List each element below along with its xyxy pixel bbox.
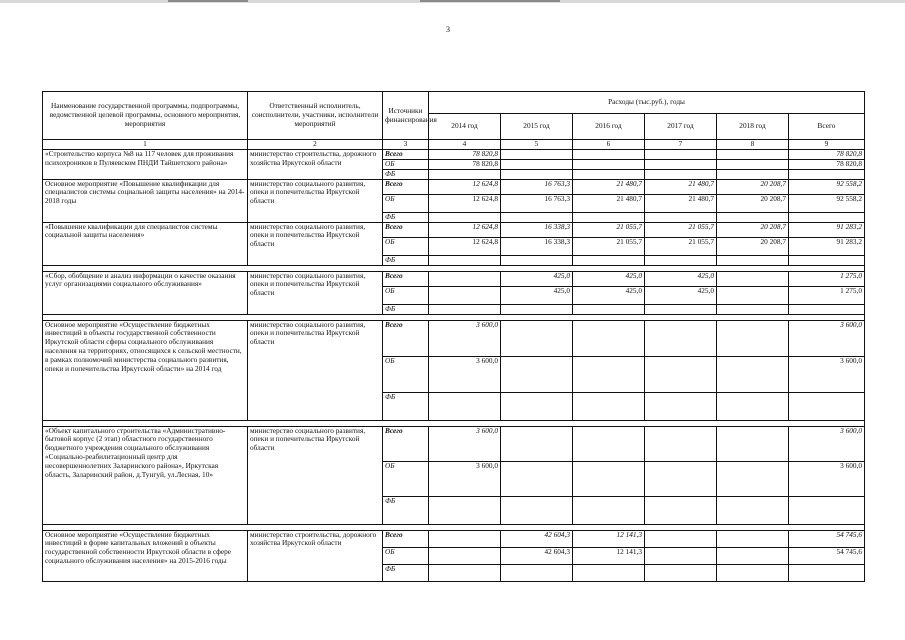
total-value-cell: 54 745,6 [789, 547, 865, 564]
source-label: ФБ [383, 564, 429, 581]
year-value-cell [429, 564, 501, 581]
table-row [43, 271, 865, 286]
source-label: Всего [383, 320, 429, 356]
source-label: Всего [383, 179, 429, 194]
column-numbers-row [43, 140, 865, 150]
total-value-cell: 3 600,0 [789, 320, 865, 356]
total-value-cell: 78 820,8 [789, 159, 865, 169]
year-value-cell [501, 392, 573, 420]
source-label: ФБ [383, 255, 429, 265]
row-name-cell: «Повышение квалификации для специалистов системы социальной защиты населения» [43, 222, 248, 265]
row-executor-cell: министерство социального развития, опеки и попечительства Иркутской области [248, 222, 383, 265]
header-executor: Ответственный исполнитель, соисполнители, участники, исполнители мероприятий [248, 92, 383, 140]
row-name-cell: «Строительство корпуса №8 на 117 человек для проживания психохроников в Пуляевском ПНДИ Тайшетского района» [43, 149, 248, 179]
year-value-cell: 21 055,7 [573, 222, 645, 237]
year-value-cell [429, 286, 501, 304]
year-value-cell: 78 820,8 [429, 159, 501, 169]
year-value-cell: 21 055,7 [573, 237, 645, 255]
year-value-cell [645, 426, 717, 461]
year-value-cell: 12 141,3 [573, 547, 645, 564]
column-number: 6 [573, 140, 645, 150]
table-row [43, 320, 865, 356]
total-value-cell: 1 275,0 [789, 286, 865, 304]
year-value-cell: 425,0 [501, 271, 573, 286]
total-value-cell: 78 820,8 [789, 149, 865, 159]
year-value-cell: 12 624,8 [429, 194, 501, 212]
year-value-cell [501, 461, 573, 496]
year-value-cell [717, 271, 789, 286]
year-value-cell: 12 624,8 [429, 222, 501, 237]
source-label: ОБ [383, 286, 429, 304]
year-value-cell [645, 564, 717, 581]
year-value-cell: 12 624,8 [429, 179, 501, 194]
year-value-cell [429, 392, 501, 420]
year-value-cell [717, 564, 789, 581]
year-value-cell: 42 604,3 [501, 547, 573, 564]
year-value-cell: 20 208,7 [717, 194, 789, 212]
column-number: 2 [248, 140, 383, 150]
row-executor-cell: министерство социального развития, опеки и попечительства Иркутской области [248, 179, 383, 222]
header-year: 2018 год [717, 114, 789, 140]
row-name-cell: «Объект капитального строительства «Административно-бытовой корпус (2 этап) областного государственного бюджетного учреждения социального обслуживания «Социально-реабилитационный центр для несовершеннолетних Заларинского района», Иркутская область, Заларинский район, д.Тунгуй, ул.Лесная, 10» [43, 426, 248, 524]
year-value-cell: 3 600,0 [429, 320, 501, 356]
year-value-cell [717, 159, 789, 169]
year-value-cell: 21 480,7 [645, 179, 717, 194]
total-value-cell: 3 600,0 [789, 461, 865, 496]
year-value-cell: 425,0 [573, 271, 645, 286]
year-value-cell [573, 149, 645, 159]
source-label: ОБ [383, 194, 429, 212]
year-value-cell: 20 208,7 [717, 179, 789, 194]
year-value-cell: 425,0 [645, 286, 717, 304]
year-value-cell [645, 159, 717, 169]
year-value-cell [429, 304, 501, 314]
source-label: ФБ [383, 496, 429, 524]
year-value-cell [645, 149, 717, 159]
year-value-cell [501, 159, 573, 169]
year-value-cell [717, 426, 789, 461]
year-value-cell [573, 356, 645, 392]
year-value-cell [573, 255, 645, 265]
scan-mark [168, 0, 248, 2]
total-value-cell: 54 745,6 [789, 530, 865, 547]
year-value-cell: 12 141,3 [573, 530, 645, 547]
year-value-cell [645, 320, 717, 356]
row-executor-cell: министерство социального развития, опеки и попечительства Иркутской области [248, 320, 383, 420]
year-value-cell [573, 564, 645, 581]
year-value-cell: 3 600,0 [429, 461, 501, 496]
year-value-cell [501, 255, 573, 265]
year-value-cell [501, 496, 573, 524]
year-value-cell [501, 169, 573, 179]
year-value-cell [429, 547, 501, 564]
header-source: Источники финансирования [383, 92, 429, 140]
header-name: Наименование государственной программы, подпрограммы, ведомственной целевой программы, основного мероприятия, мероприятия [43, 92, 248, 140]
source-label: ОБ [383, 461, 429, 496]
year-value-cell [573, 496, 645, 524]
year-value-cell [573, 212, 645, 222]
year-value-cell: 16 338,3 [501, 222, 573, 237]
total-value-cell: 92 558,2 [789, 179, 865, 194]
year-value-cell: 42 604,3 [501, 530, 573, 547]
year-value-cell [717, 286, 789, 304]
year-value-cell [645, 356, 717, 392]
column-number: 4 [429, 140, 501, 150]
source-label: Всего [383, 149, 429, 159]
year-value-cell [717, 149, 789, 159]
year-value-cell [717, 169, 789, 179]
source-label: Всего [383, 426, 429, 461]
year-value-cell [717, 530, 789, 547]
year-value-cell [645, 255, 717, 265]
financing-table [42, 91, 865, 582]
table-body [43, 149, 865, 581]
year-value-cell: 12 624,8 [429, 237, 501, 255]
year-value-cell [501, 320, 573, 356]
year-value-cell [717, 304, 789, 314]
source-label: ОБ [383, 547, 429, 564]
row-executor-cell: министерство строительства, дорожного хозяйства Иркутской области [248, 149, 383, 179]
year-value-cell [573, 461, 645, 496]
column-number: 3 [383, 140, 429, 150]
column-number: 9 [789, 140, 865, 150]
year-value-cell [717, 320, 789, 356]
page-number: 3 [446, 25, 450, 34]
year-value-cell [501, 212, 573, 222]
year-value-cell [501, 426, 573, 461]
column-number: 8 [717, 140, 789, 150]
year-value-cell: 16 338,3 [501, 237, 573, 255]
year-value-cell [645, 461, 717, 496]
row-executor-cell: министерство строительства, дорожного хозяйства Иркутской области [248, 530, 383, 581]
header-year: 2015 год [501, 114, 573, 140]
source-label: ФБ [383, 169, 429, 179]
year-value-cell: 21 480,7 [573, 179, 645, 194]
source-label: ФБ [383, 212, 429, 222]
table-row [43, 530, 865, 547]
year-value-cell: 78 820,8 [429, 149, 501, 159]
year-value-cell [501, 304, 573, 314]
source-label: ФБ [383, 304, 429, 314]
row-name-cell: «Сбор, обобщение и анализ информации о качестве оказания услуг организациями социального обслуживания» [43, 271, 248, 314]
column-number: 1 [43, 140, 248, 150]
year-value-cell [429, 530, 501, 547]
header-total: Всего [789, 114, 865, 140]
scan-mark [420, 0, 560, 2]
total-value-cell [789, 169, 865, 179]
year-value-cell [573, 426, 645, 461]
year-value-cell [645, 304, 717, 314]
column-number: 5 [501, 140, 573, 150]
year-value-cell [501, 564, 573, 581]
total-value-cell: 1 275,0 [789, 271, 865, 286]
total-value-cell: 3 600,0 [789, 426, 865, 461]
year-value-cell [645, 530, 717, 547]
table-row [43, 426, 865, 461]
year-value-cell: 21 480,7 [573, 194, 645, 212]
row-executor-cell: министерство социального развития, опеки и попечительства Иркутской области [248, 426, 383, 524]
year-value-cell: 21 055,7 [645, 237, 717, 255]
year-value-cell: 20 208,7 [717, 222, 789, 237]
year-value-cell: 425,0 [573, 286, 645, 304]
year-value-cell [645, 496, 717, 524]
header-year: 2017 год [645, 114, 717, 140]
total-value-cell [789, 392, 865, 420]
year-value-cell [717, 496, 789, 524]
year-value-cell [645, 169, 717, 179]
source-label: Всего [383, 271, 429, 286]
header-year: 2014 год [429, 114, 501, 140]
header-year: 2016 год [573, 114, 645, 140]
table-row [43, 179, 865, 194]
row-name-cell: Основное мероприятие «Осуществление бюджетных инвестиций в объекты государственной собственности Иркутской области сферы социального обслуживания населения на территориях, относящихся к сельской местности, в рамках полномочий министерства социального развития, опеки и попечительства Иркутской области» на 2014 год [43, 320, 248, 420]
year-value-cell: 425,0 [645, 271, 717, 286]
source-label: ОБ [383, 356, 429, 392]
source-label: ОБ [383, 237, 429, 255]
column-number: 7 [645, 140, 717, 150]
year-value-cell [645, 212, 717, 222]
year-value-cell [573, 304, 645, 314]
year-value-cell [717, 461, 789, 496]
year-value-cell [429, 212, 501, 222]
row-name-cell: Основное мероприятие «Осуществление бюджетных инвестиций в форме капитальных вложений в объекты государственной собственности Иркутской области в сфере социального обслуживания населения» на 2015-2016 годы [43, 530, 248, 581]
year-value-cell: 20 208,7 [717, 237, 789, 255]
year-value-cell: 3 600,0 [429, 356, 501, 392]
year-value-cell [645, 392, 717, 420]
year-value-cell: 16 763,3 [501, 194, 573, 212]
year-value-cell [645, 547, 717, 564]
total-value-cell [789, 564, 865, 581]
source-label: Всего [383, 530, 429, 547]
year-value-cell [573, 169, 645, 179]
header-expenses: Расходы (тыс.руб.), годы [429, 92, 865, 114]
total-value-cell: 91 283,2 [789, 237, 865, 255]
source-label: ОБ [383, 159, 429, 169]
year-value-cell [573, 392, 645, 420]
source-label: ФБ [383, 392, 429, 420]
year-value-cell [573, 159, 645, 169]
year-value-cell [501, 149, 573, 159]
total-value-cell: 92 558,2 [789, 194, 865, 212]
row-executor-cell: министерство социального развития, опеки и попечительства Иркутской области [248, 271, 383, 314]
year-value-cell [717, 255, 789, 265]
row-name-cell: Основное мероприятие «Повышение квалификации для специалистов системы социальной защиты населения» на 2014-2018 годы [43, 179, 248, 222]
year-value-cell: 21 055,7 [645, 222, 717, 237]
total-value-cell: 3 600,0 [789, 356, 865, 392]
year-value-cell [429, 255, 501, 265]
year-value-cell [429, 271, 501, 286]
year-value-cell [501, 356, 573, 392]
year-value-cell [717, 356, 789, 392]
total-value-cell: 91 283,2 [789, 222, 865, 237]
year-value-cell [717, 392, 789, 420]
year-value-cell [429, 169, 501, 179]
source-label: Всего [383, 222, 429, 237]
table-row [43, 149, 865, 159]
total-value-cell [789, 255, 865, 265]
year-value-cell: 21 480,7 [645, 194, 717, 212]
year-value-cell: 3 600,0 [429, 426, 501, 461]
year-value-cell [429, 496, 501, 524]
year-value-cell [717, 547, 789, 564]
year-value-cell [573, 320, 645, 356]
total-value-cell [789, 496, 865, 524]
year-value-cell [717, 212, 789, 222]
total-value-cell [789, 212, 865, 222]
table-row [43, 222, 865, 237]
year-value-cell: 425,0 [501, 286, 573, 304]
year-value-cell: 16 763,3 [501, 179, 573, 194]
total-value-cell [789, 304, 865, 314]
